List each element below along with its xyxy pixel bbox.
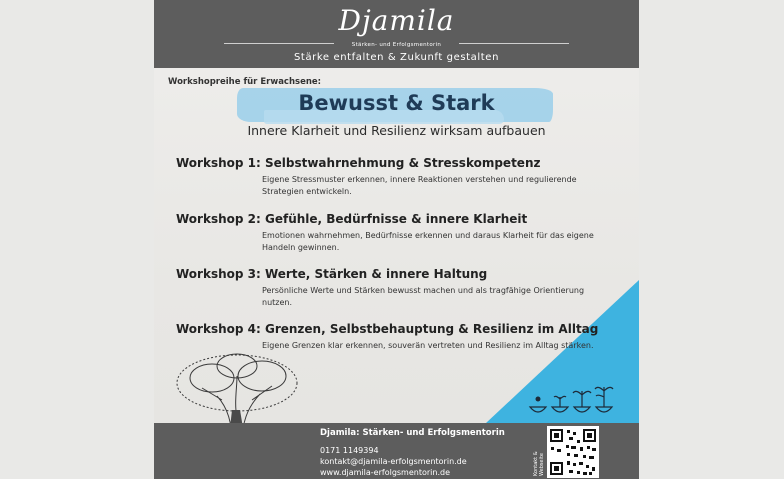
logo-text: Djamila	[338, 4, 455, 37]
workshop-heading	[176, 156, 540, 170]
page-title: Bewusst & Stark	[298, 91, 495, 115]
workshop-2	[176, 212, 594, 252]
workshop-heading	[176, 212, 527, 226]
plant-growth-icon	[526, 383, 616, 419]
workshop-description: Emotionen wahrnehmen, Bedürfnisse erkennen und daraus Klarheit für das eigene Handeln gewinnen.	[262, 231, 594, 252]
logo	[154, 4, 639, 37]
workshop-description: Eigene Grenzen klar erkennen, souverän vertreten und Resilienz im Alltag stärken.	[262, 341, 594, 350]
footer-phone[interactable]: 0171 1149394	[320, 446, 379, 455]
workshop-label: Workshop 3:	[176, 267, 261, 281]
workshop-description: Eigene Stressmuster erkennen, innere Reaktionen verstehen und regulierende Strategien entwickeln.	[262, 175, 577, 196]
workshop-heading	[176, 322, 598, 336]
series-label: Workshopreihe für Erwachsene:	[168, 77, 322, 87]
page-subtitle: Innere Klarheit und Resilienz wirksam aufbauen	[247, 123, 546, 138]
workshop-label: Workshop 2:	[176, 212, 261, 226]
workshop-heading	[176, 267, 487, 281]
workshop-title: Grenzen, Selbstbehauptung & Resilienz im Alltag	[264, 322, 599, 336]
workshop-label: Workshop 1:	[176, 156, 261, 170]
footer-side-label: Kontakt & Webseite	[533, 451, 545, 476]
workshop-3	[176, 267, 585, 307]
footer-email[interactable]: kontakt@djamila-erfolgsmentorin.de	[320, 457, 467, 466]
footer-name: Djamila: Stärken- und Erfolgsmentorin	[320, 428, 505, 438]
workshop-poster	[154, 0, 639, 479]
footer-website[interactable]: www.djamila-erfolgsmentorin.de	[320, 468, 450, 477]
workshop-title: Werte, Stärken & innere Haltung	[264, 267, 488, 281]
workshop-title: Gefühle, Bedürfnisse & innere Klarheit	[264, 212, 528, 226]
workshop-4	[176, 322, 599, 350]
workshop-description: Persönliche Werte und Stärken bewusst machen und als tragfähige Orientierung nutzen.	[262, 286, 585, 307]
workshop-label: Workshop 4:	[176, 322, 261, 336]
qr-code-icon[interactable]	[547, 426, 599, 478]
tagline: Stärke entfalten & Zukunft gestalten	[293, 52, 500, 63]
workshop-1	[176, 156, 577, 196]
logo-subtitle: Stärken- und Erfolgsmentorin	[351, 42, 442, 48]
workshop-title: Selbstwahrnehmung & Stresskompetenz	[264, 156, 541, 170]
